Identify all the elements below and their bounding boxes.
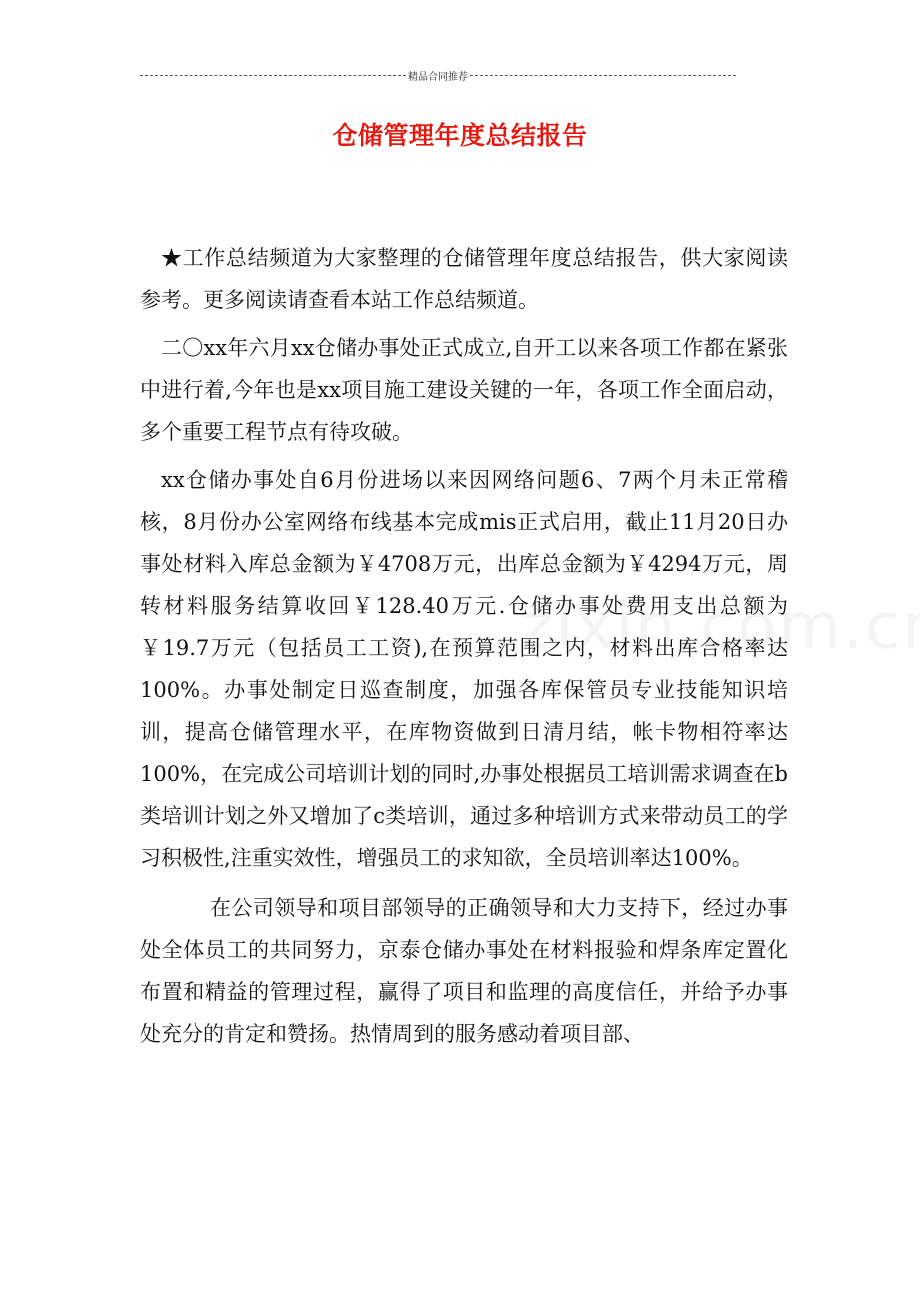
header-label: 精品合同推荐 — [408, 71, 468, 83]
document-body — [140, 237, 788, 1055]
paragraph-achievements: 在公司领导和项目部领导的正确领导和大力支持下，经过办事处全体员工的共同努力，京泰仓储办事处在材料报验和焊条库定置化布置和精益的管理过程，赢得了项目和监理的高度信任，并给予办事处充分的肯定和赞扬。热情周到的服务感动着项目部、 — [140, 896, 788, 1046]
page-header-rule — [140, 66, 736, 84]
header-dash-left — [140, 75, 406, 76]
paragraph-establishment: 二〇xx年六月xx仓储办事处正式成立,自开工以来各项工作都在紧张中进行着,今年也是xx项目施工建设关键的一年，各项工作全面启动，多个重要工程节点有待攻破。 — [140, 336, 788, 444]
paragraph-performance: xx仓储办事处自6月份进场以来因网络问题6、7两个月未正常稽核，8月份办公室网络布线基本完成mis正式启用，截止11月20日办事处材料入库总金额为￥4708万元，出库总金额为￥4294万元，周转材料服务结算收回￥128.40万元.仓储办事处费用支出总额为￥19.7万元（包括员工工资),在预算范围之内，材料出库合格率达100%。办事处制定日巡查制度，加强各库保管员专业技能知识培训，提高仓储管理水平，在库物资做到日清月结，帐卡物相符率达100%，在完成公司培训计划的同时,办事处根据员工培训需求调查在b类培训计划之外又增加了c类培训，通过多种培训方式来带动员工的学习积极性,注重实效性，增强员工的求知欲，全员培训率达100%。 — [140, 468, 788, 870]
header-dash-right — [470, 75, 736, 76]
paragraph-intro: ★工作总结频道为大家整理的仓储管理年度总结报告，供大家阅读参考。更多阅读请查看本站工作总结频道。 — [140, 246, 788, 312]
document-title: 仓储管理年度总结报告 — [332, 121, 588, 150]
